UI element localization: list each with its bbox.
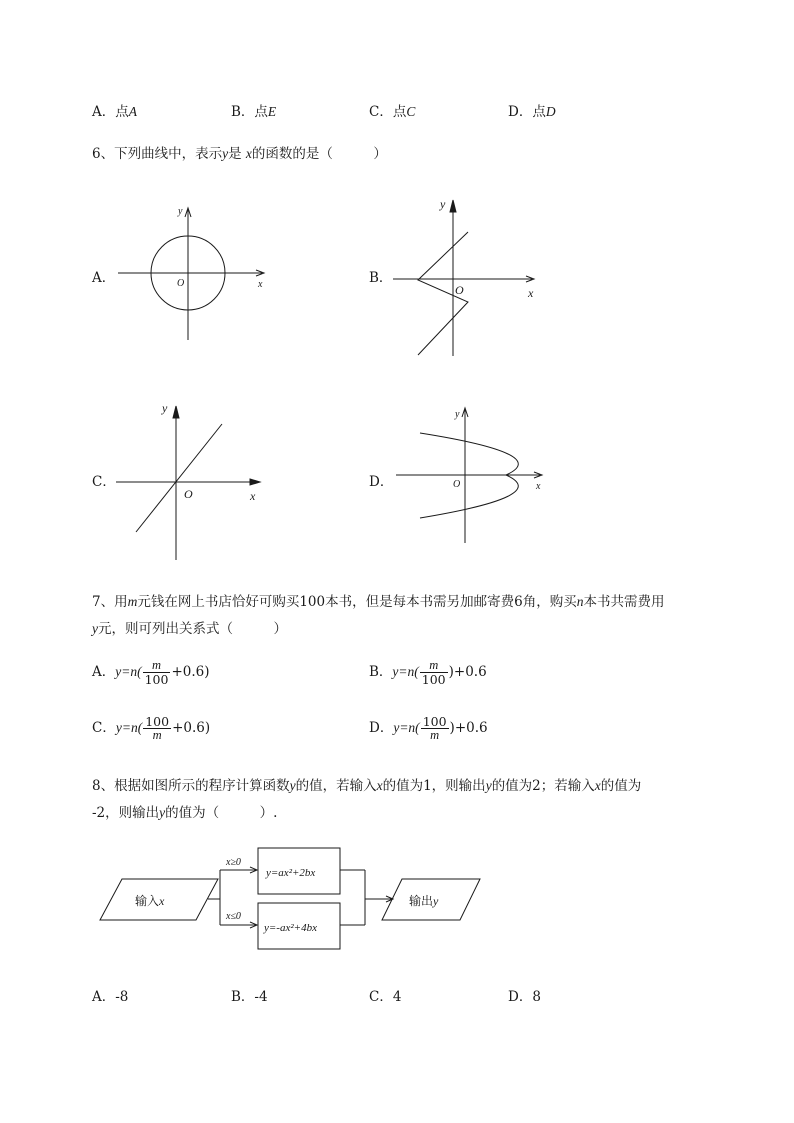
origin-label-d: O <box>453 479 461 490</box>
q7-option-a: A．y=n( $\frac{m}{100}$ +0.6) <box>92 658 210 688</box>
q8-stem-line1: 8、根据如图所示的程序计算函数y的值，若输入x的值为1，则输出y的值为2；若输入x的值为 <box>92 778 642 794</box>
q6-stem: 6、下列曲线中，表示y是 x的函数的是（ ） <box>92 146 387 162</box>
axis-x-label-d: x <box>536 481 541 492</box>
axis-y-label-c: y <box>162 401 168 415</box>
flow-condition-2: x≤0 <box>226 911 241 922</box>
axis-y-label-a: y <box>178 206 183 217</box>
q7-option-c: C．y=n( $\frac{100}{m}$ +0.6) <box>92 714 211 743</box>
flow-input-text: 输入x <box>135 894 165 908</box>
fraction-m-over-100: $\frac{m}{100}$ <box>144 658 169 688</box>
q8-option-b: B．-4 <box>231 989 268 1005</box>
fraction-m-over-100: $\frac{m}{100}$ <box>421 658 446 688</box>
origin-label-a: O <box>177 278 185 289</box>
q8-option-d: D．8 <box>508 989 541 1005</box>
axis-x-label-a: x <box>258 279 263 290</box>
q8-option-c: C．4 <box>369 989 402 1005</box>
axis-x-label-b: x <box>528 286 534 300</box>
flow-output-text: 输出y <box>409 894 439 908</box>
q6-option-d-label: D． <box>369 474 394 490</box>
flow-formula-1: y=ax²+2bx <box>266 867 316 879</box>
flow-condition-1: x≥0 <box>226 857 241 868</box>
fraction-100-over-m: $\frac{100}{m}$ <box>422 714 447 743</box>
q8-stem-line2: -2，则输出y的值为（ ）. <box>92 805 278 821</box>
q6-option-b-label: B． <box>369 270 393 286</box>
q7-stem-line2: y元，则可列出关系式（ ） <box>92 621 287 637</box>
axis-y-label-d: y <box>455 409 460 420</box>
q6-option-a-label: A． <box>92 270 116 286</box>
origin-label-b: O <box>455 283 464 297</box>
q7-option-d: D．y=n( $\frac{100}{m}$ )+0.6 <box>369 714 488 743</box>
q5-option-b: B．点E <box>231 104 277 120</box>
q6-option-c-label: C． <box>92 474 116 490</box>
fraction-100-over-m: $\frac{100}{m}$ <box>145 714 170 743</box>
q5-option-a: A．点A <box>92 104 137 120</box>
axis-y-label-b: y <box>440 197 446 211</box>
flow-formula-2: y=-ax²+4bx <box>264 922 317 934</box>
q5-option-d: D．点D <box>508 104 556 120</box>
axis-x-label-c: x <box>250 489 256 503</box>
origin-label-c: O <box>184 487 193 501</box>
q7-stem-line1: 7、用m元钱在网上书店恰好可购买100本书，但是每本书需另加邮寄费6角，购买n本书共需费用 <box>92 594 665 610</box>
q7-option-b: B．y=n( $\frac{m}{100}$ )+0.6 <box>369 658 487 688</box>
q8-option-a: A．-8 <box>92 989 129 1005</box>
q5-option-c: C．点C <box>369 104 416 120</box>
